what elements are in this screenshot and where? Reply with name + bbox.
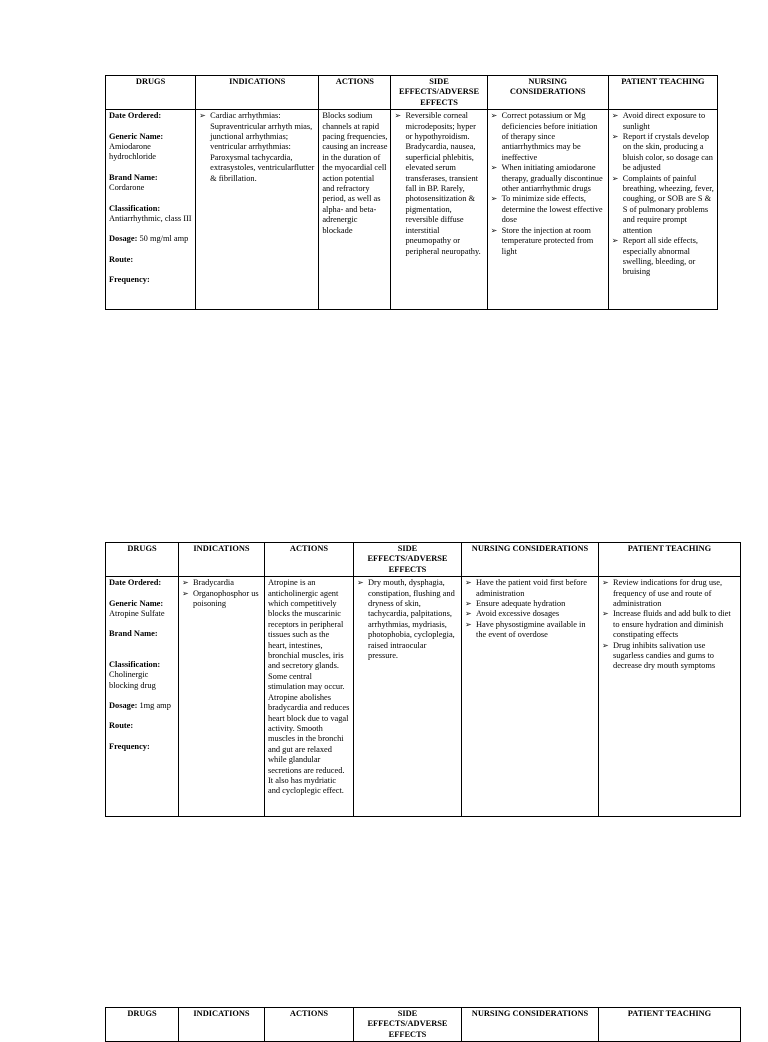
route-field bbox=[109, 255, 192, 265]
classification-label: Classification: bbox=[109, 203, 161, 213]
header-drugs: DRUGS bbox=[106, 543, 179, 577]
table-row bbox=[106, 110, 718, 310]
generic-name-field bbox=[109, 599, 175, 620]
list-item: ➢ Complaints of painful breathing, wheezing, fever, coughing, or SOB are S & S of pulmonary problems and require prompt attention bbox=[612, 174, 714, 236]
indications-list bbox=[182, 578, 261, 609]
dosage-value: 1mg amp bbox=[139, 701, 171, 711]
header-drugs: DRUGS bbox=[106, 76, 196, 110]
nursing-list bbox=[465, 578, 595, 640]
generic-name-label: Generic Name: bbox=[109, 598, 164, 608]
classification-label: Classification: bbox=[109, 659, 161, 669]
list-item: ➢ Cardiac arrhythmias: Supraventricular arrhyth mias, junctional arrhythmias; ventricular arrhythmias: Paroxysmal tachycardia, extrasystoles, ventricularflutter & fibrillation. bbox=[199, 111, 315, 184]
actions-cell: Blocks sodium channels at rapid pacing frequencies, causing an increase in the duration of the myocardial cell action potential and refractory period, as well as alpha- and beta-adrenergic blockade bbox=[319, 110, 391, 310]
brand-name-value: Cordarone bbox=[109, 183, 145, 193]
dosage-field bbox=[109, 234, 192, 244]
side-effects-list bbox=[394, 111, 483, 257]
table-header-row bbox=[106, 1008, 741, 1042]
header-nursing-considerations: NURSING CONSIDERATIONS bbox=[462, 543, 599, 577]
side-effects-list bbox=[357, 578, 458, 661]
classification-field bbox=[109, 660, 175, 691]
header-indications: INDICATIONS bbox=[179, 1008, 265, 1042]
frequency-field bbox=[109, 742, 175, 752]
frequency-field bbox=[109, 275, 192, 285]
list-item: ➢ Have physostigmine available in the event of overdose bbox=[465, 620, 595, 641]
actions-cell: Atropine is an anticholinergic agent which competitively blocks the muscarinic receptors in peripheral tissues such as the heart, intestines, bronchial muscles, iris and secretory glands. Some central stimulation may occur. Atropine abolishes bradycardia and reduces heart block due to vagal activity. Smooth muscles in the bronchi and gut are relaxed while glandular secretions are reduced. It also has mydriatic and cycloplegic effect. bbox=[265, 577, 354, 817]
list-item: ➢ Bradycardia bbox=[182, 578, 261, 588]
nursing-considerations-cell bbox=[487, 110, 608, 310]
list-item: ➢ Increase fluids and add bulk to diet to ensure hydration and diminish constipating effects bbox=[602, 609, 737, 640]
header-nursing-considerations: NURSING CONSIDERATIONS bbox=[462, 1008, 599, 1042]
teaching-list bbox=[602, 578, 737, 672]
list-item: ➢ Reversible corneal microdeposits; hyper or hypothyroidism. Bradycardia, nausea, superficial phlebitis, elevated serum transferases, transient fall in BP. Rarely, photosensitization & pigmentation, reversible diffuse interstitial pneumopathy or peripheral neuropathy. bbox=[394, 111, 483, 257]
header-side-effects: SIDE EFFECTS/ADVERSE EFFECTS bbox=[354, 1008, 462, 1042]
date-ordered-label: Date Ordered: bbox=[109, 578, 162, 588]
frequency-label: Frequency: bbox=[109, 275, 150, 285]
indications-list bbox=[199, 111, 315, 184]
list-item: ➢ Correct potassium or Mg deficiencies before initiation of therapy since antiarrhythmics may be ineffective bbox=[491, 111, 605, 163]
list-item: ➢ Avoid excessive dosages bbox=[465, 609, 595, 619]
header-actions: ACTIONS bbox=[265, 1008, 354, 1042]
route-field bbox=[109, 721, 175, 731]
nursing-considerations-cell bbox=[462, 577, 599, 817]
header-drugs: DRUGS bbox=[106, 1008, 179, 1042]
list-item: ➢ Ensure adequate hydration bbox=[465, 599, 595, 609]
generic-name-value: Atropine Sulfate bbox=[109, 609, 165, 619]
header-indications: INDICATIONS bbox=[196, 76, 319, 110]
header-patient-teaching: PATIENT TEACHING bbox=[599, 543, 741, 577]
dosage-label: Dosage: bbox=[109, 701, 138, 711]
list-item: ➢ Avoid direct exposure to sunlight bbox=[612, 111, 714, 132]
indications-cell bbox=[196, 110, 319, 310]
route-label: Route: bbox=[109, 721, 134, 731]
dosage-label: Dosage: bbox=[109, 234, 138, 244]
indications-cell bbox=[179, 577, 265, 817]
list-item: ➢ When initiating amiodarone therapy, gradually discontinue other antiarrhythmic drugs bbox=[491, 163, 605, 194]
header-indications: INDICATIONS bbox=[179, 543, 265, 577]
list-item: ➢ Have the patient void first before administration bbox=[465, 578, 595, 599]
header-side-effects: SIDE EFFECTS/ADVERSE EFFECTS bbox=[354, 543, 462, 577]
list-item: ➢ Report all side effects, especially abnormal swelling, bleeding, or bruising bbox=[612, 236, 714, 278]
route-label: Route: bbox=[109, 254, 134, 264]
patient-teaching-cell bbox=[608, 110, 717, 310]
table-row bbox=[106, 577, 741, 817]
date-ordered-field bbox=[109, 578, 175, 588]
date-ordered-label: Date Ordered: bbox=[109, 111, 162, 121]
brand-name-field bbox=[109, 629, 175, 639]
drug-table-atropine bbox=[105, 542, 741, 817]
nursing-list bbox=[491, 111, 605, 257]
classification-value: Antiarrhythmic, class III bbox=[109, 214, 192, 224]
patient-teaching-cell bbox=[599, 577, 741, 817]
dosage-value: 50 mg/ml amp bbox=[139, 234, 189, 244]
header-actions: ACTIONS bbox=[265, 543, 354, 577]
list-item: ➢ Organophosphor us poisoning bbox=[182, 589, 261, 610]
side-effects-cell bbox=[354, 577, 462, 817]
list-item: ➢ Report if crystals develop on the skin, producing a bluish color, so dosage can be adjusted bbox=[612, 132, 714, 174]
side-effects-cell bbox=[391, 110, 487, 310]
table-header-row bbox=[106, 76, 718, 110]
header-patient-teaching: PATIENT TEACHING bbox=[608, 76, 717, 110]
header-actions: ACTIONS bbox=[319, 76, 391, 110]
brand-name-field bbox=[109, 173, 192, 194]
generic-name-value: Amiodarone hydrochloride bbox=[109, 142, 156, 162]
drug-info-cell bbox=[106, 577, 179, 817]
dosage-field bbox=[109, 701, 175, 711]
generic-name-field bbox=[109, 132, 192, 163]
brand-name-label: Brand Name: bbox=[109, 629, 158, 639]
list-item: ➢ Drug inhibits salivation use sugarless candies and gums to decrease dry mouth symptoms bbox=[602, 641, 737, 672]
frequency-label: Frequency: bbox=[109, 741, 150, 751]
date-ordered-field bbox=[109, 111, 192, 121]
teaching-list bbox=[612, 111, 714, 278]
table-header-row bbox=[106, 543, 741, 577]
list-item: ➢ Store the injection at room temperature protected from light bbox=[491, 226, 605, 257]
drug-table-amiodarone bbox=[105, 75, 718, 310]
drug-info-cell bbox=[106, 110, 196, 310]
drug-table-next bbox=[105, 1007, 741, 1042]
list-item: ➢ Dry mouth, dysphagia, constipation, flushing and dryness of skin, tachycardia, palpitations, arrhythmias, mydriasis, photophobia, cycloplegia, raised intraocular pressure. bbox=[357, 578, 458, 661]
generic-name-label: Generic Name: bbox=[109, 131, 164, 141]
header-patient-teaching: PATIENT TEACHING bbox=[599, 1008, 741, 1042]
classification-value: Cholinergic blocking drug bbox=[109, 670, 156, 690]
classification-field bbox=[109, 204, 192, 225]
header-nursing-considerations: NURSING CONSIDERATIONS bbox=[487, 76, 608, 110]
list-item: ➢ Review indications for drug use, frequency of use and route of administration bbox=[602, 578, 737, 609]
header-side-effects: SIDE EFFECTS/ADVERSE EFFECTS bbox=[391, 76, 487, 110]
list-item: ➢ To minimize side effects, determine the lowest effective dose bbox=[491, 194, 605, 225]
brand-name-label: Brand Name: bbox=[109, 172, 158, 182]
